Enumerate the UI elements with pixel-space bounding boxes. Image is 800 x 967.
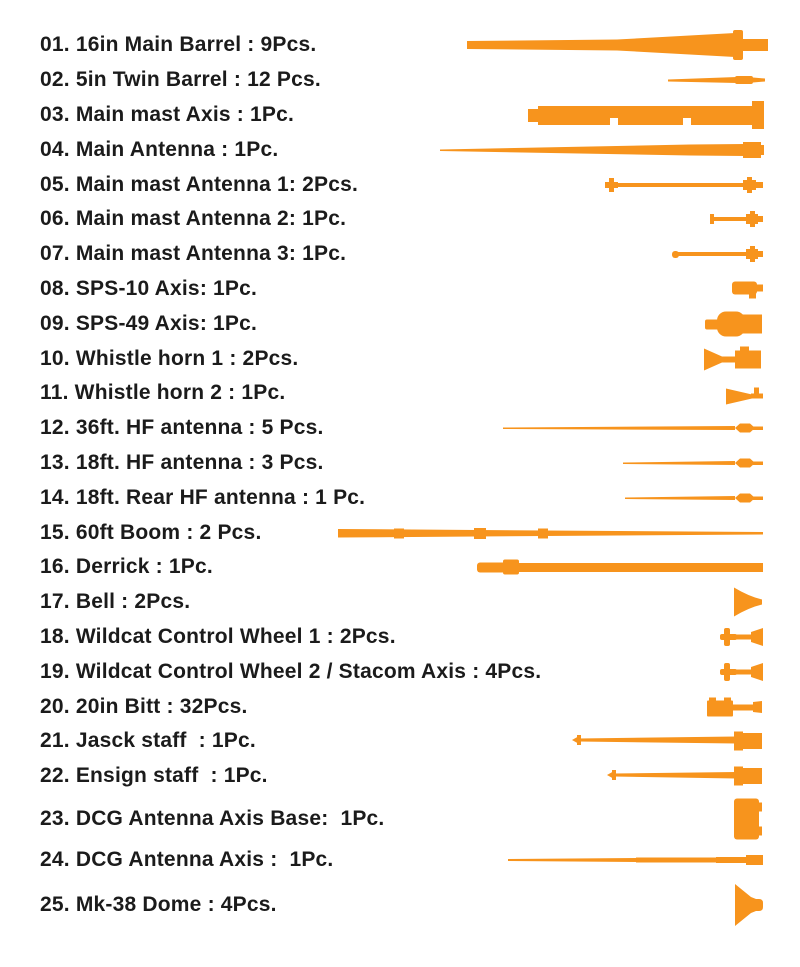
wildcat-wheel-icon	[720, 626, 763, 648]
part-row	[0, 167, 800, 202]
part-label: 16. Derrick : 1Pc.	[40, 555, 213, 579]
main-antenna-icon	[440, 140, 764, 160]
part-row	[0, 759, 800, 794]
part-row	[0, 515, 800, 550]
part-label: 13. 18ft. HF antenna : 3 Pcs.	[40, 450, 324, 474]
part-label: 24. DCG Antenna Axis : 1Pc.	[40, 847, 334, 871]
mk38-dome-icon	[735, 884, 763, 926]
part-label: 11. Whistle horn 2 : 1Pc.	[40, 381, 286, 405]
part-label: 18. Wildcat Control Wheel 1 : 2Pcs.	[40, 624, 396, 648]
part-row	[0, 802, 800, 837]
part-row	[0, 887, 800, 922]
mast-antenna-mid-icon	[672, 246, 763, 262]
part-row	[0, 620, 800, 655]
part-row	[0, 585, 800, 620]
part-row	[0, 411, 800, 446]
mast-antenna-short-icon	[710, 211, 763, 227]
whistle-horn-1-icon	[704, 346, 762, 371]
part-row	[0, 28, 800, 63]
sps-49-axis-icon	[705, 311, 762, 336]
part-label: 15. 60ft Boom : 2 Pcs.	[40, 520, 262, 544]
part-row	[0, 376, 800, 411]
part-row	[0, 98, 800, 133]
part-row	[0, 480, 800, 515]
dcg-antenna-base-icon	[734, 796, 762, 841]
part-label: 05. Main mast Antenna 1: 2Pcs.	[40, 172, 358, 196]
part-row	[0, 306, 800, 341]
part-label: 09. SPS-49 Axis: 1Pc.	[40, 311, 258, 335]
part-row	[0, 689, 800, 724]
barrel-5in-twin-icon	[668, 74, 765, 86]
hf-antenna-18ft-rear-icon	[625, 492, 763, 504]
part-label: 21. Jasck staff : 1Pc.	[40, 729, 256, 753]
whistle-horn-2-icon	[726, 382, 763, 405]
sps-10-axis-icon	[732, 279, 763, 298]
part-label: 19. Wildcat Control Wheel 2 / Stacom Axis : 4Pcs.	[40, 659, 542, 683]
part-label: 01. 16in Main Barrel : 9Pcs.	[40, 33, 317, 57]
dcg-antenna-axis-icon	[508, 853, 763, 867]
part-label: 10. Whistle horn 1 : 2Pcs.	[40, 346, 299, 370]
wildcat-wheel-icon	[720, 661, 763, 683]
derrick-icon	[477, 559, 763, 576]
part-label: 07. Main mast Antenna 3: 1Pc.	[40, 242, 347, 266]
part-label: 06. Main mast Antenna 2: 1Pc.	[40, 207, 347, 231]
part-row	[0, 237, 800, 272]
mast-antenna-long-icon	[605, 177, 763, 193]
part-label: 23. DCG Antenna Axis Base: 1Pc.	[40, 806, 385, 830]
part-row	[0, 724, 800, 759]
part-row	[0, 842, 800, 877]
ensign-staff-icon	[607, 765, 762, 787]
part-row	[0, 446, 800, 481]
part-label: 20. 20in Bitt : 32Pcs.	[40, 694, 248, 718]
part-label: 25. Mk-38 Dome : 4Pcs.	[40, 892, 277, 916]
bell-icon	[734, 588, 762, 617]
part-label: 17. Bell : 2Pcs.	[40, 590, 191, 614]
part-label: 08. SPS-10 Axis: 1Pc.	[40, 276, 258, 300]
parts-list	[0, 28, 800, 922]
part-row	[0, 272, 800, 307]
part-label: 04. Main Antenna : 1Pc.	[40, 137, 279, 161]
part-row	[0, 202, 800, 237]
barrel-16in-icon	[467, 30, 768, 60]
bitt-20in-icon	[707, 697, 762, 716]
part-row	[0, 550, 800, 585]
part-row	[0, 132, 800, 167]
part-label: 22. Ensign staff : 1Pc.	[40, 764, 268, 788]
part-label: 03. Main mast Axis : 1Pc.	[40, 102, 294, 126]
main-mast-axis-icon	[528, 101, 764, 129]
boom-60ft-icon	[338, 525, 763, 541]
hf-antenna-18ft-icon	[623, 457, 763, 469]
part-row	[0, 341, 800, 376]
part-row	[0, 654, 800, 689]
part-row	[0, 63, 800, 98]
hf-antenna-36ft-icon	[503, 422, 763, 434]
part-label: 14. 18ft. Rear HF antenna : 1 Pc.	[40, 485, 366, 509]
part-label: 12. 36ft. HF antenna : 5 Pcs.	[40, 416, 324, 440]
jack-staff-icon	[572, 730, 762, 753]
part-label: 02. 5in Twin Barrel : 12 Pcs.	[40, 68, 321, 92]
